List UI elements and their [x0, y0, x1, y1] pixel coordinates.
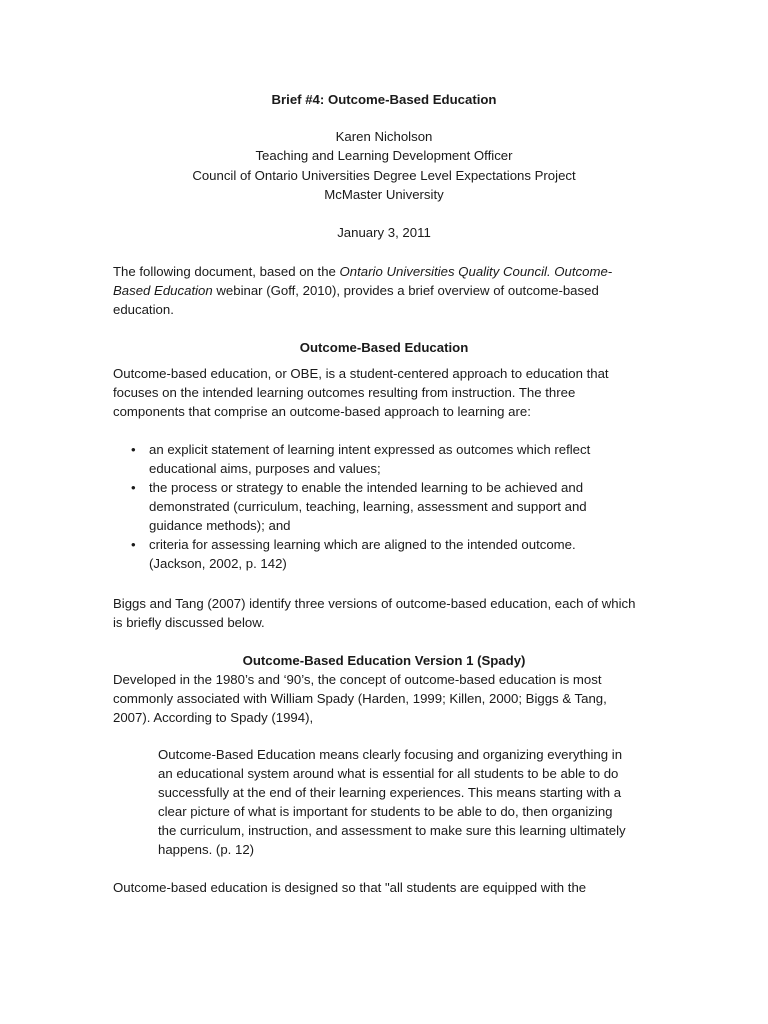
intro-webinar-title: Ontario Universities Quality Council. Outcome-Based Education — [113, 264, 613, 298]
document-title: Brief #4: Outcome-Based Education — [271, 92, 497, 107]
list-item-text: criteria for assessing learning which are aligned to the intended outcome. — [149, 537, 576, 552]
bullet-icon: • — [131, 442, 136, 457]
intro-text-pre: The following document, based on the — [113, 264, 340, 279]
document-date: January 3, 2011 — [337, 225, 431, 240]
author-name: Karen Nicholson — [335, 129, 433, 144]
intro-paragraph — [113, 262, 643, 319]
bullet-icon: • — [131, 480, 136, 495]
citation: (Jackson, 2002, p. 142) — [149, 556, 287, 571]
list-item-text: an explicit statement of learning intent expressed as outcomes which reflect educational aims, purposes and values; — [149, 442, 591, 476]
list-item — [113, 440, 643, 478]
list-item-text: the process or strategy to enable the intended learning to be achieved and demonstrated (curriculum, teaching, learning, assessment and support and guidance methods); and — [149, 480, 587, 533]
closing-paragraph: Outcome-based education is designed so that "all students are equipped with the — [113, 880, 587, 895]
author-institution: McMaster University — [324, 187, 444, 202]
versions-paragraph: Biggs and Tang (2007) identify three versions of outcome-based education, each of which is briefly discussed below. — [113, 596, 636, 630]
section-heading-version1: Outcome-Based Education Version 1 (Spady) — [242, 653, 526, 668]
author-project: Council of Ontario Universities Degree Level Expectations Project — [192, 168, 576, 183]
list-item — [113, 478, 643, 535]
section-heading-obe: Outcome-Based Education — [299, 340, 469, 355]
spady-quote: Outcome-Based Education means clearly focusing and organizing everything in an educational system around what is essential for all students to be able to do successfully at the end of their learning experiences. This means starting with a clear picture of what is important for students to be able to do, then organizing the curriculum, instruction, and assessment to make sure this learning ultimately happens. (p. 12) — [158, 747, 626, 857]
list-item — [113, 535, 643, 554]
version1-paragraph: Developed in the 1980’s and ‘90’s, the concept of outcome-based education is most commonly associated with William Spady (Harden, 1999; Killen, 2000; Biggs & Tang, 2007). According to Spady (1994), — [113, 672, 607, 725]
obe-paragraph: Outcome-based education, or OBE, is a student-centered approach to education that focuses on the intended learning outcomes resulting from instruction. The three components that comprise an outcome-based approach to learning are: — [113, 366, 609, 419]
components-list — [113, 440, 643, 573]
author-role: Teaching and Learning Development Officer — [255, 148, 513, 163]
intro-text-post: webinar (Goff, 2010), provides a brief overview of outcome-based education. — [113, 283, 599, 317]
bullet-icon: • — [131, 537, 136, 552]
